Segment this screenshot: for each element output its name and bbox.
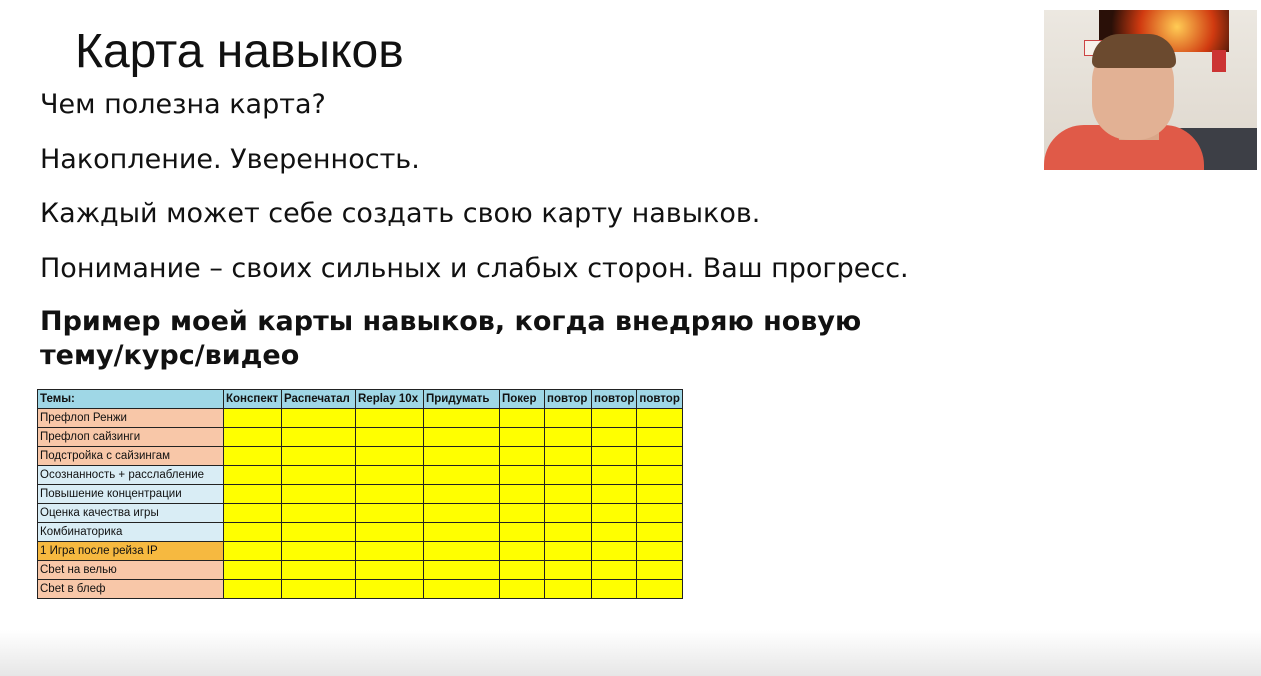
- progress-cell: [637, 466, 683, 485]
- progress-cell: [424, 447, 500, 466]
- progress-cell: [545, 447, 592, 466]
- progress-cell: [356, 504, 424, 523]
- topic-cell: Cbet на велью: [38, 561, 224, 580]
- progress-cell: [545, 561, 592, 580]
- table-row: [38, 485, 683, 504]
- progress-cell: [637, 447, 683, 466]
- progress-cell: [545, 466, 592, 485]
- progress-cell: [500, 485, 545, 504]
- progress-cell: [545, 523, 592, 542]
- progress-cell: [592, 447, 637, 466]
- topic-cell: Подстройка с сайзингам: [38, 447, 224, 466]
- progress-cell: [545, 409, 592, 428]
- text-line-1: Чем полезна карта?: [40, 89, 326, 120]
- progress-cell: [592, 580, 637, 599]
- header-cell: повтор: [545, 390, 592, 409]
- progress-cell: [500, 447, 545, 466]
- topic-cell: Cbet в блеф: [38, 580, 224, 599]
- progress-cell: [592, 523, 637, 542]
- table-header-row: [38, 390, 683, 409]
- header-cell: повтор: [592, 390, 637, 409]
- progress-cell: [356, 561, 424, 580]
- progress-cell: [224, 428, 282, 447]
- progress-cell: [500, 523, 545, 542]
- table-row: [38, 428, 683, 447]
- progress-cell: [224, 466, 282, 485]
- progress-cell: [224, 561, 282, 580]
- progress-cell: [282, 504, 356, 523]
- progress-cell: [424, 580, 500, 599]
- progress-cell: [356, 409, 424, 428]
- table-body: [38, 409, 683, 599]
- progress-cell: [545, 485, 592, 504]
- progress-cell: [424, 485, 500, 504]
- progress-cell: [224, 504, 282, 523]
- progress-cell: [637, 409, 683, 428]
- table-row: [38, 409, 683, 428]
- table-row: [38, 580, 683, 599]
- header-cell: Конспект: [224, 390, 282, 409]
- progress-cell: [424, 428, 500, 447]
- table-row: [38, 466, 683, 485]
- progress-cell: [282, 485, 356, 504]
- topic-cell: Префлоп сайзинги: [38, 428, 224, 447]
- wall-sticker: [1212, 50, 1226, 72]
- progress-cell: [592, 409, 637, 428]
- progress-cell: [224, 447, 282, 466]
- table-row: [38, 523, 683, 542]
- progress-cell: [500, 580, 545, 599]
- progress-cell: [424, 466, 500, 485]
- progress-cell: [282, 523, 356, 542]
- example-heading: Пример моей карты навыков, когда внедряю новую тему/курс/видео: [40, 306, 862, 371]
- progress-cell: [424, 561, 500, 580]
- skills-map-table: [37, 389, 683, 599]
- topic-cell: Повышение концентрации: [38, 485, 224, 504]
- progress-cell: [424, 409, 500, 428]
- progress-cell: [356, 580, 424, 599]
- progress-cell: [500, 561, 545, 580]
- progress-cell: [637, 542, 683, 561]
- progress-cell: [356, 523, 424, 542]
- header-cell: повтор: [637, 390, 683, 409]
- topic-cell: Префлоп Ренжи: [38, 409, 224, 428]
- progress-cell: [282, 466, 356, 485]
- progress-cell: [282, 409, 356, 428]
- topic-cell: Осознанность + расслабление: [38, 466, 224, 485]
- presenter-webcam: [1044, 10, 1257, 170]
- progress-cell: [282, 561, 356, 580]
- text-line-2: Накопление. Уверенность.: [40, 144, 420, 175]
- progress-cell: [500, 428, 545, 447]
- progress-cell: [637, 523, 683, 542]
- progress-cell: [500, 466, 545, 485]
- progress-cell: [424, 523, 500, 542]
- progress-cell: [224, 523, 282, 542]
- progress-cell: [224, 542, 282, 561]
- progress-cell: [637, 580, 683, 599]
- table-row: [38, 561, 683, 580]
- progress-cell: [282, 447, 356, 466]
- progress-cell: [282, 542, 356, 561]
- text-line-3: Каждый может себе создать свою карту навыков.: [40, 198, 761, 229]
- slide-title: Карта навыков: [75, 25, 404, 78]
- progress-cell: [545, 504, 592, 523]
- progress-cell: [545, 428, 592, 447]
- progress-cell: [545, 542, 592, 561]
- progress-cell: [637, 428, 683, 447]
- progress-cell: [224, 485, 282, 504]
- table-row: [38, 447, 683, 466]
- progress-cell: [356, 542, 424, 561]
- topic-cell: 1 Игра после рейза IP: [38, 542, 224, 561]
- header-cell: Придумать: [424, 390, 500, 409]
- header-cell: Темы:: [38, 390, 224, 409]
- header-cell: Распечатал: [282, 390, 356, 409]
- progress-cell: [282, 580, 356, 599]
- progress-cell: [592, 466, 637, 485]
- topic-cell: Оценка качества игры: [38, 504, 224, 523]
- progress-cell: [224, 409, 282, 428]
- progress-cell: [224, 580, 282, 599]
- progress-cell: [424, 542, 500, 561]
- header-cell: Покер: [500, 390, 545, 409]
- progress-cell: [500, 504, 545, 523]
- progress-cell: [637, 561, 683, 580]
- progress-cell: [592, 485, 637, 504]
- progress-cell: [356, 447, 424, 466]
- topic-cell: Комбинаторика: [38, 523, 224, 542]
- progress-cell: [282, 428, 356, 447]
- progress-cell: [356, 466, 424, 485]
- table-row: [38, 504, 683, 523]
- table-row: [38, 542, 683, 561]
- progress-cell: [356, 485, 424, 504]
- progress-cell: [500, 409, 545, 428]
- progress-cell: [500, 542, 545, 561]
- progress-cell: [592, 542, 637, 561]
- progress-cell: [592, 561, 637, 580]
- progress-cell: [424, 504, 500, 523]
- progress-cell: [592, 428, 637, 447]
- header-cell: Replay 10x: [356, 390, 424, 409]
- progress-cell: [356, 428, 424, 447]
- text-line-4: Понимание – своих сильных и слабых сторон. Ваш прогресс.: [40, 253, 909, 284]
- progress-cell: [637, 504, 683, 523]
- progress-cell: [592, 504, 637, 523]
- progress-cell: [637, 485, 683, 504]
- progress-cell: [545, 580, 592, 599]
